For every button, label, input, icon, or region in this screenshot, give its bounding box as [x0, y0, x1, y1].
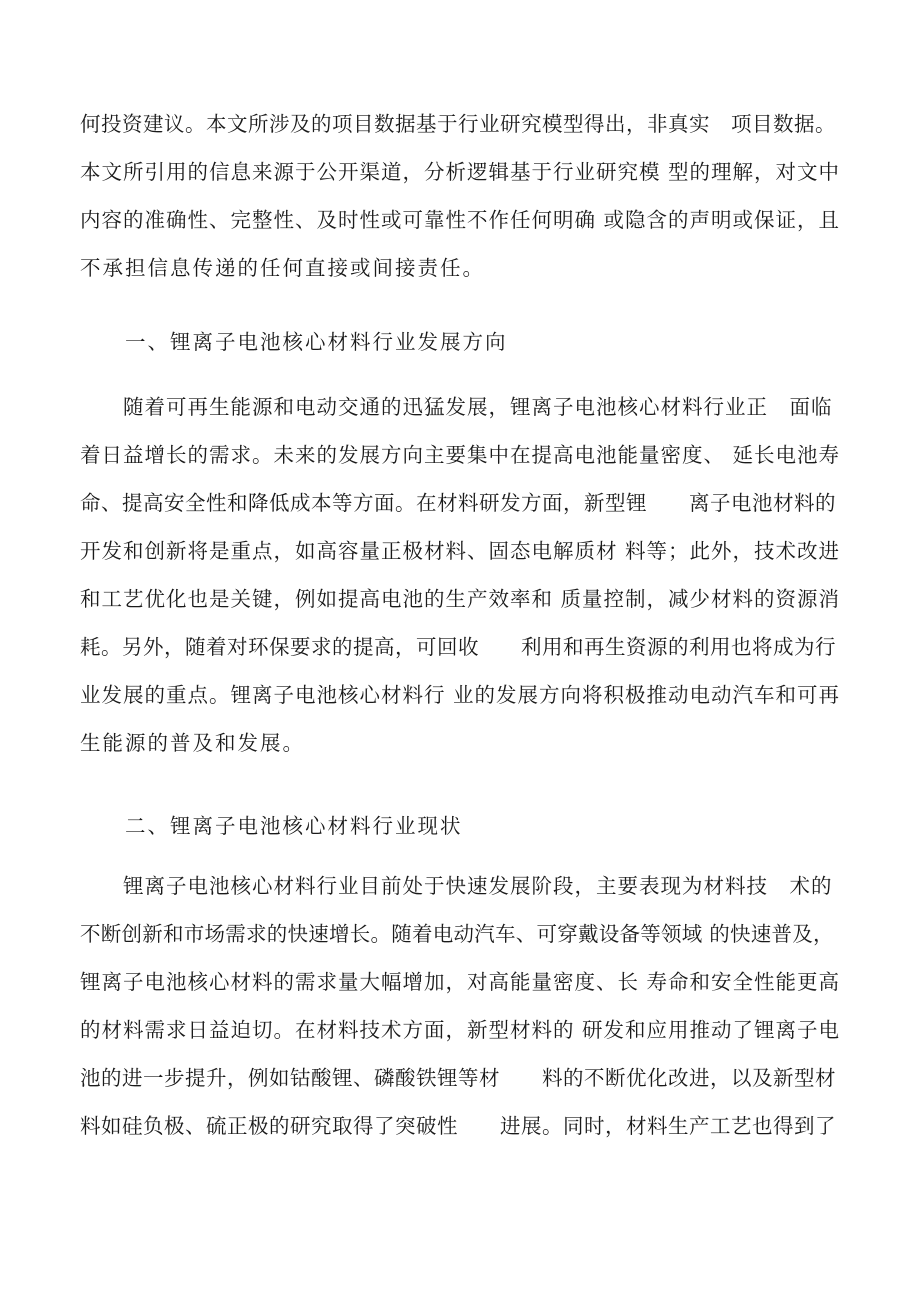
section1-line-1: 随着可再生能源和电动交通的迅猛发展，锂离子电池核心材料行业正 面临: [80, 395, 833, 419]
section1-line-5: 和工艺优化也是关键，例如提高电池的生产效率和 质量控制，减少材料的资源消: [80, 587, 841, 611]
section1-line-8: 生能源的普及和发展。: [80, 731, 305, 755]
section1-line-2: 着日益增长的需求。未来的发展方向主要集中在提高电池能量密度、 延长电池寿: [80, 443, 841, 467]
section2-line-1: 锂离子电池核心材料行业目前处于快速发展阶段，主要表现为材料技 术的: [80, 874, 833, 898]
section1-line-6: 耗。另外，随着对环保要求的提高，可回收 利用和再生资源的利用也将成为行: [80, 635, 836, 659]
intro-line-3: 内容的准确性、完整性、及时性或可靠性不作任何明确 或隐含的声明或保证，且: [80, 208, 841, 232]
section1-line-3: 命、提高安全性和降低成本等方面。在材料研发方面，新型锂 离子电池材料的: [80, 491, 836, 515]
section1-line-7: 业发展的重点。锂离子电池核心材料行 业的发展方向将积极推动电动汽车和可再: [80, 683, 841, 707]
intro-line-4: 不承担信息传递的任何直接或间接责任。: [80, 256, 485, 280]
section2-line-4: 的材料需求日益迫切。在材料技术方面，新型材料的 研发和应用推动了锂离子电: [80, 1018, 841, 1042]
section2-heading: 二、锂离子电池核心材料行业现状: [125, 814, 463, 838]
section1-line-4: 开发和创新将是重点，如高容量正极材料、固态电解质材 料等；此外，技术改进: [80, 539, 841, 563]
intro-line-1: 何投资建议。本文所涉及的项目数据基于行业研究模型得出，非真实 项目数据。: [80, 112, 836, 136]
section1-heading: 一、锂离子电池核心材料行业发展方向: [125, 330, 508, 354]
section2-line-3: 锂离子电池核心材料的需求量大幅增加，对高能量密度、长 寿命和安全性能更高: [80, 970, 841, 994]
section2-line-2: 不断创新和市场需求的快速增长。随着电动汽车、可穿戴设备等领域 的快速普及，: [80, 922, 834, 946]
section2-line-6: 料如硅负极、硫正极的研究取得了突破性 进展。同时，材料生产工艺也得到了: [80, 1114, 836, 1138]
intro-line-2: 本文所引用的信息来源于公开渠道，分析逻辑基于行业研究模 型的理解，对文中: [80, 160, 841, 184]
section2-line-5: 池的进一步提升，例如钴酸锂、磷酸铁锂等材 料的不断优化改进，以及新型材: [80, 1066, 836, 1090]
